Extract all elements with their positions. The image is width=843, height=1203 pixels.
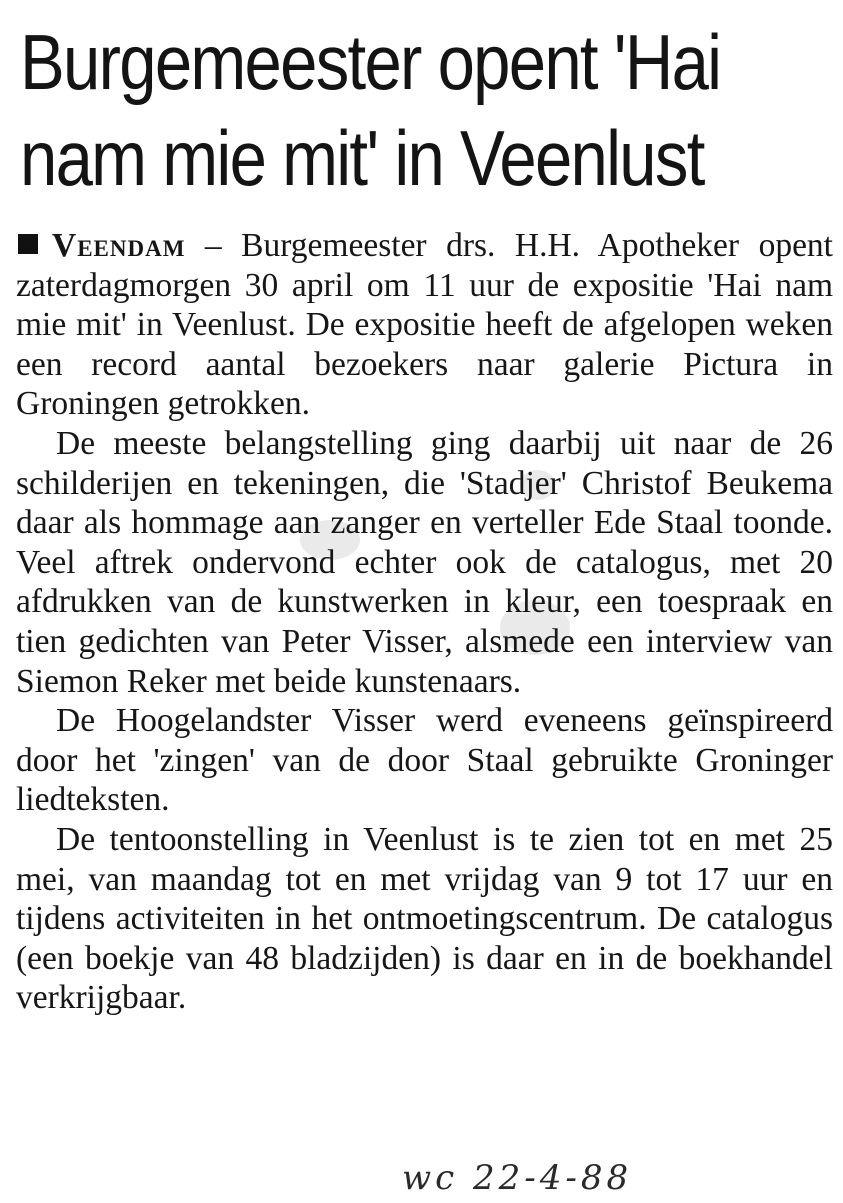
dateline: Veendam <box>52 227 186 264</box>
article-paragraph: De tentoonstelling in Veenlust is te zien tot en met 25 mei, van maandag tot en met vrijdag van 9 tot 17 uur en tijdens activiteiten in het ontmoetingscentrum. De catalogus (een boekje van 48 bladzijden) is daar en in de boekhandel verkrijgbaar. <box>16 820 833 1017</box>
article-paragraph: De Hoogelandster Visser werd eveneens geïnspireerd door het 'zingen' van de door Staal gebruikte Groninger liedteksten. <box>16 702 833 819</box>
headline-line-2: nam mie mit' in Veenlust <box>20 114 704 202</box>
article-body <box>16 226 833 1018</box>
lead-text: – Burgemeester drs. H.H. Apotheker opent zaterdagmorgen 30 april om 11 uur de expositie 'Hai nam mie mit' in Veenlust. De expositie heeft de afgelopen weken een record aantal bezoekers naar galerie Pictura in Groningen getrokken. <box>16 227 833 423</box>
article-paragraph: De meeste belangstelling ging daarbij uit naar de 26 schilderijen en tekeningen, die 'Stadjer' Christof Beukema daar als hommage aan zanger en verteller Ede Staal toonde. Veel aftrek ondervond echter ook de catalogus, met 20 afdrukken van de kunstwerken in kleur, een toespraak en tien gedichten van Peter Visser, alsmede een interview van Siemon Reker met beide kunstenaars. <box>16 424 833 700</box>
square-bullet-icon <box>18 234 38 254</box>
headline-line-1: Burgemeester opent 'Hai <box>20 18 721 106</box>
lead-paragraph <box>16 226 833 424</box>
handwritten-date-note: wc 22-4-88 <box>402 1158 633 1198</box>
headline <box>20 14 721 206</box>
